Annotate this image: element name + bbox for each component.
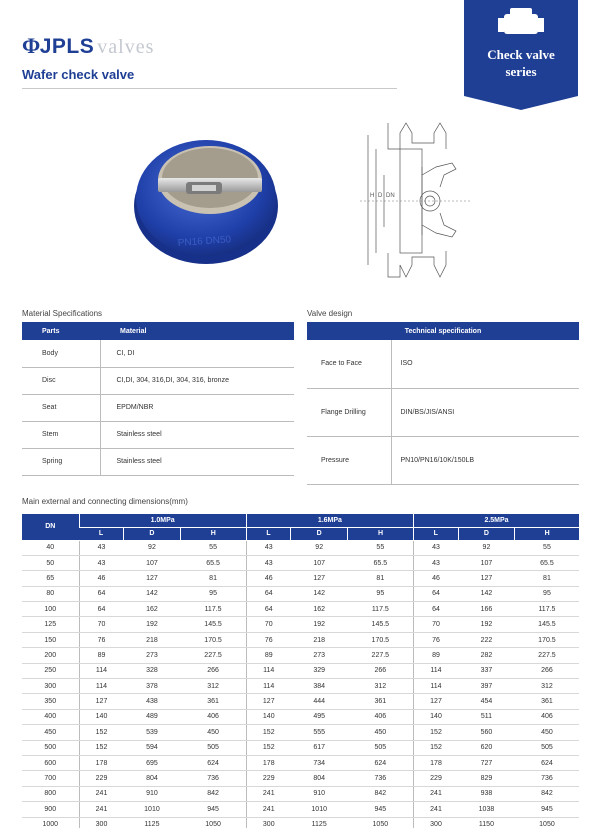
table-row [22, 340, 294, 367]
table-row [22, 540, 579, 555]
svg-text:DN: DN [386, 193, 395, 199]
dimension-cell: 1010 [291, 802, 348, 817]
technical-drawing [360, 115, 480, 285]
dimension-cell: 92 [458, 540, 515, 555]
dimension-cell: 241 [414, 802, 459, 817]
dimension-cell: 55 [348, 540, 414, 555]
table-row [22, 448, 294, 475]
dn-cell: 65 [22, 571, 79, 586]
dimension-cell: 384 [291, 679, 348, 694]
title-divider [22, 88, 397, 89]
dn-cell: 100 [22, 602, 79, 617]
dimension-cell: 81 [348, 571, 414, 586]
dimension-cell: 140 [79, 709, 124, 724]
dimension-cell: 70 [79, 617, 124, 632]
dimension-cell: 92 [124, 540, 181, 555]
dimension-cell: 594 [124, 740, 181, 755]
dn-cell: 300 [22, 679, 79, 694]
table-row [22, 786, 579, 801]
dimension-cell: 145.5 [348, 617, 414, 632]
dimension-cell: 65.5 [180, 555, 246, 570]
company-logo [22, 33, 154, 59]
dimensions-subheader-row [22, 527, 579, 540]
part-name: Body [22, 340, 100, 367]
materials-section-label: Material Specifications [22, 309, 103, 318]
dim-subheader: D [458, 527, 515, 540]
dimension-cell: 736 [348, 771, 414, 786]
dimension-cell: 1050 [180, 817, 246, 828]
dimension-cell: 273 [124, 648, 181, 663]
table-row [22, 771, 579, 786]
dimension-cell: 170.5 [348, 632, 414, 647]
dimension-cell: 43 [246, 540, 291, 555]
dimension-cell: 166 [458, 602, 515, 617]
dimension-cell: 178 [246, 755, 291, 770]
dimension-cell: 140 [414, 709, 459, 724]
dimension-cell: 312 [515, 679, 579, 694]
dimension-cell: 46 [79, 571, 124, 586]
dimension-cell: 70 [246, 617, 291, 632]
table-row [22, 648, 579, 663]
dimension-cell: 117.5 [515, 602, 579, 617]
dimension-cell: 945 [180, 802, 246, 817]
dn-cell: 200 [22, 648, 79, 663]
dimension-cell: 227.5 [348, 648, 414, 663]
dimension-cell: 241 [79, 802, 124, 817]
page-title: Wafer check valve [22, 67, 135, 82]
part-name: Disc [22, 367, 100, 394]
dimension-cell: 89 [246, 648, 291, 663]
dimension-cell: 227.5 [515, 648, 579, 663]
spec-value: DIN/BS/JIS/ANSI [391, 388, 579, 436]
dimension-cell: 1150 [458, 817, 515, 828]
part-material: Stainless steel [100, 421, 294, 448]
dimension-cell: 89 [414, 648, 459, 663]
series-badge [464, 0, 578, 110]
table-row [22, 632, 579, 647]
table-row [22, 602, 579, 617]
dimension-cell: 229 [246, 771, 291, 786]
dimension-cell: 617 [291, 740, 348, 755]
spec-value: ISO [391, 340, 579, 388]
dimension-cell: 114 [79, 663, 124, 678]
dimension-cell: 241 [246, 786, 291, 801]
dimension-cell: 145.5 [515, 617, 579, 632]
dimension-cell: 114 [414, 663, 459, 678]
dimension-cell: 910 [124, 786, 181, 801]
dimension-cell: 95 [180, 586, 246, 601]
dimension-cell: 241 [79, 786, 124, 801]
dimension-cell: 495 [291, 709, 348, 724]
dn-cell: 1000 [22, 817, 79, 828]
dn-cell: 250 [22, 663, 79, 678]
table-row [22, 802, 579, 817]
dimension-cell: 511 [458, 709, 515, 724]
dimension-cell: 43 [79, 540, 124, 555]
dimension-cell: 76 [246, 632, 291, 647]
dimension-cell: 114 [246, 663, 291, 678]
dimension-cell: 444 [291, 694, 348, 709]
dimension-cell: 152 [246, 725, 291, 740]
dimension-cell: 300 [414, 817, 459, 828]
dimension-cell: 273 [291, 648, 348, 663]
table-row [22, 709, 579, 724]
dn-cell: 400 [22, 709, 79, 724]
dn-cell: 500 [22, 740, 79, 755]
pressure-group-header: 2.5MPa [414, 514, 580, 527]
badge-text [464, 46, 578, 80]
dimension-cell: 1038 [458, 802, 515, 817]
dn-cell: 350 [22, 694, 79, 709]
dim-subheader: D [124, 527, 181, 540]
logo-sub: valves [97, 36, 155, 58]
dimension-cell: 152 [79, 725, 124, 740]
dimension-cell: 64 [414, 586, 459, 601]
dn-cell: 800 [22, 786, 79, 801]
svg-text:H: H [370, 193, 375, 199]
design-header-row [307, 322, 579, 340]
table-row [22, 586, 579, 601]
dimension-cell: 337 [458, 663, 515, 678]
dimension-cell: 450 [348, 725, 414, 740]
pressure-group-header: 1.0MPa [79, 514, 246, 527]
table-row [22, 740, 579, 755]
dimension-cell: 378 [124, 679, 181, 694]
dimension-cell: 178 [79, 755, 124, 770]
dimension-cell: 406 [515, 709, 579, 724]
dimension-cell: 64 [246, 586, 291, 601]
dim-subheader: H [515, 527, 579, 540]
dimension-cell: 76 [414, 632, 459, 647]
dimension-cell: 397 [458, 679, 515, 694]
pressure-group-header: 1.6MPa [246, 514, 413, 527]
dimension-cell: 114 [414, 679, 459, 694]
materials-header-parts: Parts [22, 322, 100, 340]
logo-mark: Φ [22, 33, 40, 58]
spec-value: PN10/PN16/10K/150LB [391, 436, 579, 484]
dimension-cell: 910 [291, 786, 348, 801]
dimension-cell: 1050 [515, 817, 579, 828]
dimension-cell: 114 [246, 679, 291, 694]
dimension-cell: 127 [291, 571, 348, 586]
dim-subheader: H [348, 527, 414, 540]
logo-brand: JPLS [39, 35, 95, 58]
dn-cell: 600 [22, 755, 79, 770]
dn-cell: 80 [22, 586, 79, 601]
dimension-cell: 46 [414, 571, 459, 586]
dimension-cell: 142 [124, 586, 181, 601]
table-row [22, 555, 579, 570]
dimension-cell: 406 [180, 709, 246, 724]
table-row [307, 340, 579, 388]
dimension-cell: 162 [291, 602, 348, 617]
table-row [22, 755, 579, 770]
dimension-cell: 266 [180, 663, 246, 678]
dimension-cell: 361 [348, 694, 414, 709]
dn-cell: 150 [22, 632, 79, 647]
dimension-cell: 152 [79, 740, 124, 755]
dimension-cell: 178 [414, 755, 459, 770]
dimension-cell: 107 [458, 555, 515, 570]
dimension-cell: 312 [348, 679, 414, 694]
dimension-cell: 192 [291, 617, 348, 632]
dimension-cell: 43 [414, 540, 459, 555]
svg-text:D: D [378, 193, 383, 199]
dimension-cell: 1125 [124, 817, 181, 828]
dimension-cell: 406 [348, 709, 414, 724]
dimensions-table [22, 514, 579, 828]
dimension-cell: 727 [458, 755, 515, 770]
dimension-cell: 114 [79, 679, 124, 694]
dimension-cell: 505 [348, 740, 414, 755]
dimension-cell: 170.5 [180, 632, 246, 647]
dimension-cell: 804 [291, 771, 348, 786]
dim-subheader: H [180, 527, 246, 540]
dimension-cell: 95 [515, 586, 579, 601]
dimension-cell: 76 [79, 632, 124, 647]
dimension-cell: 489 [124, 709, 181, 724]
dimension-cell: 127 [458, 571, 515, 586]
dimension-cell: 192 [124, 617, 181, 632]
table-row [22, 617, 579, 632]
dimension-cell: 300 [246, 817, 291, 828]
dimension-cell: 450 [515, 725, 579, 740]
dimension-cell: 736 [180, 771, 246, 786]
dimension-cell: 55 [515, 540, 579, 555]
dimension-cell: 218 [291, 632, 348, 647]
dimension-cell: 266 [515, 663, 579, 678]
dimension-cell: 95 [348, 586, 414, 601]
dn-header: DN [22, 514, 79, 540]
dimension-cell: 127 [414, 694, 459, 709]
dimension-cell: 624 [348, 755, 414, 770]
dimension-cell: 312 [180, 679, 246, 694]
dimension-cell: 65.5 [515, 555, 579, 570]
table-row [22, 663, 579, 678]
dimension-cell: 620 [458, 740, 515, 755]
dimension-cell: 734 [291, 755, 348, 770]
table-row [22, 571, 579, 586]
badge-line-1: Check valve [487, 47, 555, 62]
part-name: Spring [22, 448, 100, 475]
dimension-cell: 829 [458, 771, 515, 786]
spec-name: Flange Drilling [307, 388, 391, 436]
dimension-cell: 624 [515, 755, 579, 770]
dimension-cell: 218 [124, 632, 181, 647]
dimension-cell: 842 [515, 786, 579, 801]
dimension-cell: 55 [180, 540, 246, 555]
materials-header-row [22, 322, 294, 340]
badge-line-2: series [505, 64, 537, 79]
dn-cell: 700 [22, 771, 79, 786]
dimension-cell: 43 [246, 555, 291, 570]
dimension-cell: 127 [246, 694, 291, 709]
spec-name: Face to Face [307, 340, 391, 388]
dimension-cell: 127 [79, 694, 124, 709]
dimension-cell: 142 [291, 586, 348, 601]
dim-subheader: D [291, 527, 348, 540]
dimension-cell: 70 [414, 617, 459, 632]
table-row [307, 436, 579, 484]
part-material: CI,DI, 304, 316,DI, 304, 316, bronze [100, 367, 294, 394]
dimension-cell: 1050 [348, 817, 414, 828]
dn-cell: 40 [22, 540, 79, 555]
dimension-cell: 438 [124, 694, 181, 709]
dimension-cell: 539 [124, 725, 181, 740]
dimension-cell: 142 [458, 586, 515, 601]
dimensions-section-label: Main external and connecting dimensions(mm) [22, 497, 188, 506]
dimension-cell: 107 [124, 555, 181, 570]
dimension-cell: 64 [79, 602, 124, 617]
part-material: Stainless steel [100, 448, 294, 475]
materials-table [22, 322, 294, 476]
dim-subheader: L [79, 527, 124, 540]
dimension-cell: 1010 [124, 802, 181, 817]
dimension-cell: 162 [124, 602, 181, 617]
table-row [22, 367, 294, 394]
dimension-cell: 152 [414, 725, 459, 740]
table-row [22, 394, 294, 421]
materials-header-material: Material [100, 322, 294, 340]
dimension-cell: 695 [124, 755, 181, 770]
table-row [22, 679, 579, 694]
dimension-cell: 229 [79, 771, 124, 786]
dimension-cell: 64 [414, 602, 459, 617]
dimension-cell: 361 [515, 694, 579, 709]
dimension-cell: 152 [414, 740, 459, 755]
table-row [22, 694, 579, 709]
dn-cell: 125 [22, 617, 79, 632]
dimension-cell: 736 [515, 771, 579, 786]
table-row [307, 388, 579, 436]
table-row [22, 421, 294, 448]
dimension-cell: 81 [180, 571, 246, 586]
dimension-cell: 945 [348, 802, 414, 817]
dim-subheader: L [414, 527, 459, 540]
dn-cell: 900 [22, 802, 79, 817]
dimension-cell: 117.5 [348, 602, 414, 617]
dimensions-body [22, 540, 579, 828]
design-section-label: Valve design [307, 309, 353, 318]
dimension-cell: 505 [515, 740, 579, 755]
spec-name: Pressure [307, 436, 391, 484]
dimension-cell: 107 [291, 555, 348, 570]
dimension-cell: 282 [458, 648, 515, 663]
dimension-cell: 328 [124, 663, 181, 678]
dimension-cell: 81 [515, 571, 579, 586]
dimension-cell: 229 [414, 771, 459, 786]
dimension-cell: 227.5 [180, 648, 246, 663]
part-material: EPDM/NBR [100, 394, 294, 421]
design-table [307, 322, 579, 485]
dimension-cell: 170.5 [515, 632, 579, 647]
dimension-cell: 1125 [291, 817, 348, 828]
part-material: CI, DI [100, 340, 294, 367]
table-row [22, 725, 579, 740]
dimension-cell: 117.5 [180, 602, 246, 617]
dimension-cell: 804 [124, 771, 181, 786]
dn-cell: 50 [22, 555, 79, 570]
table-row [22, 817, 579, 828]
dimension-cell: 92 [291, 540, 348, 555]
dimension-cell: 65.5 [348, 555, 414, 570]
dimension-cell: 505 [180, 740, 246, 755]
svg-text:PN16 DN50: PN16 DN50 [177, 234, 232, 249]
dimension-cell: 450 [180, 725, 246, 740]
design-header: Technical specification [307, 322, 579, 340]
dimension-cell: 43 [414, 555, 459, 570]
dimension-cell: 222 [458, 632, 515, 647]
dimension-cell: 145.5 [180, 617, 246, 632]
dimension-cell: 241 [414, 786, 459, 801]
dimension-cell: 361 [180, 694, 246, 709]
dimension-cell: 945 [515, 802, 579, 817]
dimension-cell: 624 [180, 755, 246, 770]
dn-cell: 450 [22, 725, 79, 740]
dimension-cell: 842 [180, 786, 246, 801]
part-name: Stem [22, 421, 100, 448]
dimension-cell: 43 [79, 555, 124, 570]
dimension-cell: 64 [246, 602, 291, 617]
dimension-cell: 89 [79, 648, 124, 663]
dimension-cell: 140 [246, 709, 291, 724]
dimension-cell: 329 [291, 663, 348, 678]
dimension-cell: 152 [246, 740, 291, 755]
product-photo [128, 128, 284, 268]
dimensions-group-row [22, 514, 579, 527]
part-name: Seat [22, 394, 100, 421]
dimension-cell: 192 [458, 617, 515, 632]
dimension-cell: 842 [348, 786, 414, 801]
dimension-cell: 64 [79, 586, 124, 601]
dimension-cell: 454 [458, 694, 515, 709]
dimension-cell: 938 [458, 786, 515, 801]
dimension-cell: 127 [124, 571, 181, 586]
dimension-cell: 241 [246, 802, 291, 817]
dimension-cell: 300 [79, 817, 124, 828]
dimension-cell: 46 [246, 571, 291, 586]
dimension-cell: 555 [291, 725, 348, 740]
dim-subheader: L [246, 527, 291, 540]
dimension-cell: 560 [458, 725, 515, 740]
dimension-cell: 266 [348, 663, 414, 678]
